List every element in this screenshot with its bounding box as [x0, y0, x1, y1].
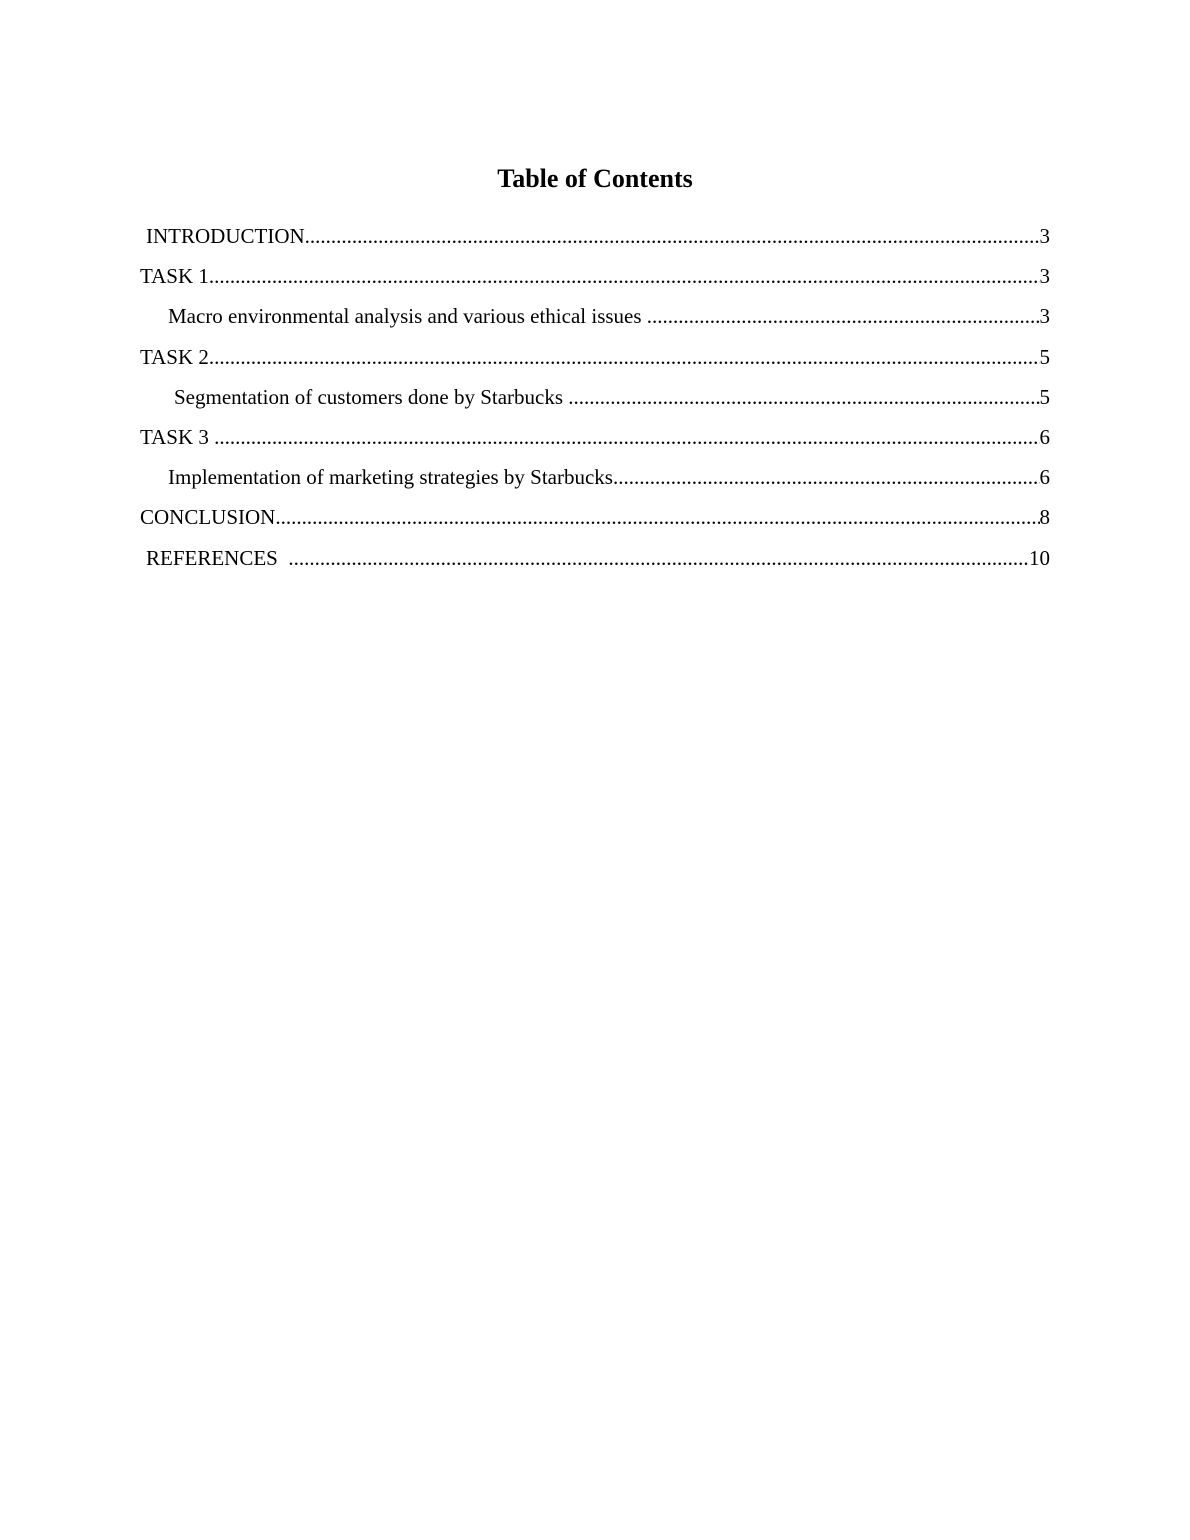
toc-entry-label: TASK 1 — [140, 264, 209, 289]
toc-entry-label: REFERENCES — [146, 545, 289, 570]
toc-dot-leader — [209, 343, 1040, 371]
toc-entry-label: INTRODUCTION — [146, 224, 305, 248]
toc-entry-label: Segmentation of customers done by Starbucks — [174, 384, 569, 409]
toc-entry-task-1[interactable] — [140, 262, 1050, 302]
toc-page-number: 6 — [1039, 424, 1050, 449]
toc-dot-leader — [613, 463, 1040, 491]
toc-entry-implementation-of-marketing-strategies[interactable] — [140, 463, 1050, 503]
toc-page-number: 3 — [1039, 304, 1050, 329]
toc-title: Table of Contents — [497, 164, 693, 193]
toc-page-number: 3 — [1039, 264, 1050, 289]
toc-entry-label: Implementation of marketing strategies by Starbucks — [168, 465, 613, 490]
toc-entry-segmentation-of-customers[interactable] — [140, 383, 1050, 423]
toc-dot-leader — [288, 544, 1029, 572]
toc-dot-leader — [647, 302, 1040, 330]
toc-page-number: 8 — [1039, 505, 1050, 530]
toc-entry-task-3[interactable] — [140, 423, 1050, 463]
toc-page-number: 3 — [1039, 224, 1050, 248]
toc-entry-label: TASK 3 — [140, 424, 215, 449]
toc-dot-leader — [568, 383, 1039, 411]
toc-entry-label: Macro environmental analysis and various ethical issues — [168, 304, 647, 329]
toc-entry-references[interactable] — [140, 544, 1050, 584]
toc-entry-label: CONCLUSION — [140, 505, 276, 530]
toc-page-number: 5 — [1039, 344, 1050, 369]
toc-dot-leader — [305, 222, 1040, 250]
toc-entry-task-2[interactable] — [140, 343, 1050, 383]
toc-entry-conclusion[interactable] — [140, 503, 1050, 543]
toc-entry-label: TASK 2 — [140, 344, 209, 369]
table-of-contents — [140, 222, 1050, 584]
toc-page-number: 5 — [1039, 384, 1050, 409]
toc-dot-leader — [209, 262, 1040, 290]
toc-page-number: 10 — [1029, 545, 1050, 570]
toc-entry-introduction[interactable] — [140, 222, 1050, 262]
toc-dot-leader — [275, 503, 1039, 531]
toc-page-number: 6 — [1039, 465, 1050, 490]
toc-dot-leader — [214, 423, 1039, 451]
toc-entry-macro-environmental-analysis[interactable] — [140, 302, 1050, 342]
